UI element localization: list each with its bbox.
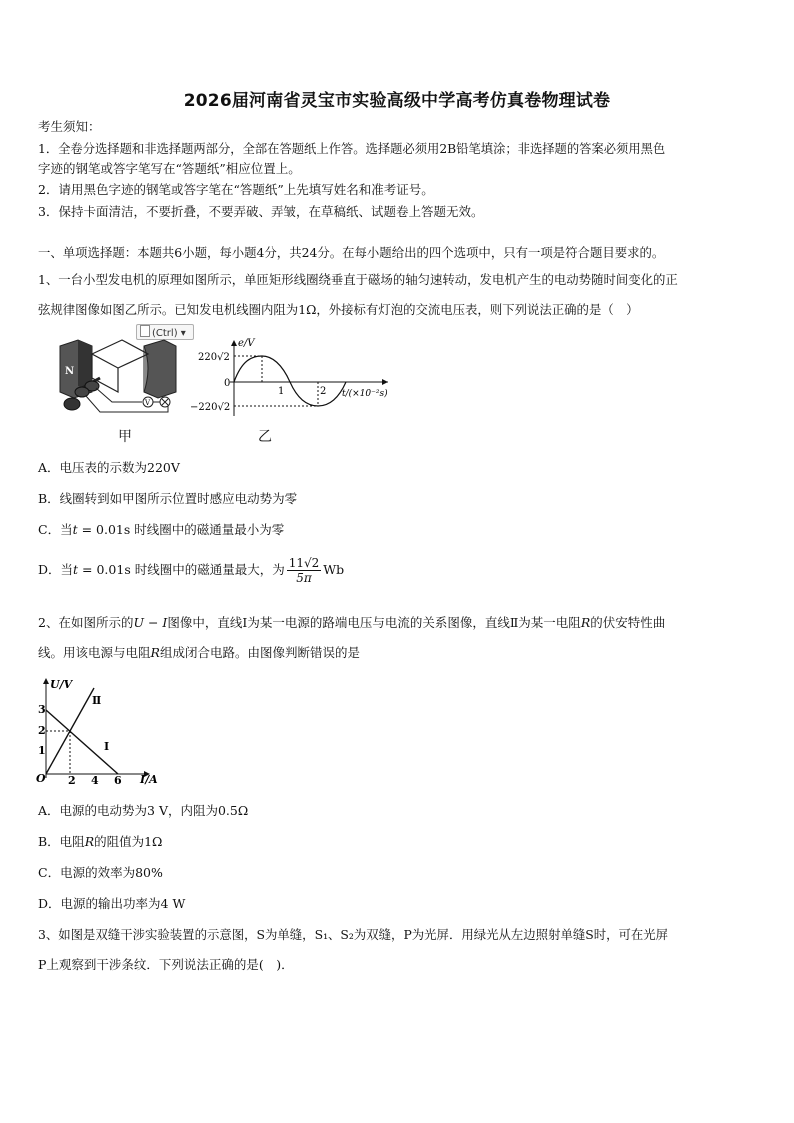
- tick-1-label: 1: [278, 386, 285, 397]
- line-ii-label: Ⅱ: [92, 694, 102, 707]
- q1-stem-line2: 弦规律图像如图乙所示。已知发电机线圈内阻为1Ω，外接标有灯泡的交流电压表，则下列说法正确的是（ ）: [38, 302, 639, 317]
- q2-option-d: D．电源的输出功率为4 W: [38, 896, 186, 911]
- page-title: 2026届河南省灵宝市实验高级中学高考仿真卷物理试卷: [183, 91, 611, 111]
- q1-option-c: C．当t = 0.01s 时线圈中的磁通量最小为零: [38, 522, 285, 537]
- notice-item-1-cont: 字迹的钢笔或答字笔写在“答题纸”相应位置上。: [38, 161, 301, 176]
- y-tick-1: 1: [38, 744, 46, 757]
- q2-stem-line2: 线。用该电源与电阻R组成闭合电路。由图像判断错误的是: [38, 645, 360, 660]
- notice-heading: 考生须知：: [38, 119, 101, 134]
- figure-caption-a: 甲: [118, 429, 132, 445]
- figure-caption-b: 乙: [258, 429, 272, 445]
- origin-label: 0: [224, 378, 231, 389]
- q1-stem-line1: 1、一台小型发电机的原理如图所示，单匝矩形线圈绕垂直于磁场的轴匀速转动，发电机产生的电动势随时间变化的正: [38, 272, 678, 287]
- coil: [92, 340, 148, 368]
- paste-options-label: (Ctrl): [152, 328, 178, 339]
- flux-fraction: $\frac{11√2}{5\pi}$: [288, 556, 320, 585]
- q2-stem-line1: 2、在如图所示的U − I图像中，直线Ⅰ为某一电源的路端电压与电流的关系图像，直线Ⅱ为某一电阻R的伏安特性曲: [38, 615, 666, 630]
- notice-item-3: 3．保持卡面清洁，不要折叠，不要弄破、弄皱，在草稿纸、试题卷上答题无效。: [38, 204, 484, 219]
- notice-item-2: 2．请用黑色字迹的钢笔或答字笔在“答题纸”上先填写姓名和准考证号。: [38, 182, 434, 197]
- q1-option-a: A．电压表的示数为220V: [38, 460, 180, 475]
- tick-2-label: 2: [320, 386, 327, 397]
- origin-o-label: O: [36, 772, 46, 785]
- q2-option-b: B．电阻R的阻值为1Ω: [38, 834, 163, 849]
- current-axis-label: I/A: [140, 773, 158, 786]
- notice-item-1: 1．全卷分选择题和非选择题两部分，全部在答题纸上作答。选择题必须用2B铅笔填涂；非选择题的答案必须用黑色: [38, 142, 666, 156]
- section-heading: 一、单项选择题：本题共6小题，每小题4分，共24分。在每小题给出的四个选项中，只有一项是符合题目要求的。: [38, 245, 665, 260]
- magnet-label: N: [65, 366, 75, 377]
- q2-option-a: A．电源的电动势为3 V，内阻为0.5Ω: [38, 803, 249, 818]
- q1-option-b: B．线圈转到如甲图所示位置时感应电动势为零: [38, 491, 298, 506]
- magnet-pole-s: [144, 340, 176, 398]
- x-tick-4: 4: [91, 774, 99, 787]
- q1-option-d: D．当t = 0.01s 时线圈中的磁通量最大，为 $\frac{11√2}{5\pi}$ Wb: [38, 556, 345, 585]
- y-tick-2: 2: [38, 724, 46, 737]
- time-axis-label: t/(×10⁻²s): [342, 389, 388, 399]
- q2-option-c: C．电源的效率为80%: [38, 865, 163, 880]
- ui-graph: [34, 674, 158, 787]
- y-tick-3: 3: [38, 703, 46, 716]
- voltage-axis-label: U/V: [50, 678, 73, 691]
- paste-options-button[interactable]: (Ctrl) ▾: [136, 324, 194, 340]
- emf-min-label: −220√2: [190, 402, 231, 413]
- q3-stem-line1: 3、如图是双缝干涉实验装置的示意图，S为单缝，S₁、S₂为双缝，P为光屏．用绿光从左边照射单缝S时，可在光屏: [38, 927, 669, 942]
- x-tick-6: 6: [114, 774, 122, 787]
- sine-curve: [234, 356, 346, 406]
- emf-sine-graph: [190, 336, 400, 418]
- line-i-label: Ⅰ: [104, 740, 110, 753]
- x-tick-2: 2: [68, 774, 76, 787]
- emf-max-label: 220√2: [198, 352, 230, 363]
- q3-stem-line2: P上观察到干涉条纹．下列说法正确的是( )．: [38, 957, 294, 972]
- svg-text:V: V: [145, 399, 151, 407]
- generator-diagram: [52, 332, 180, 422]
- emf-axis-label: e/V: [238, 338, 255, 349]
